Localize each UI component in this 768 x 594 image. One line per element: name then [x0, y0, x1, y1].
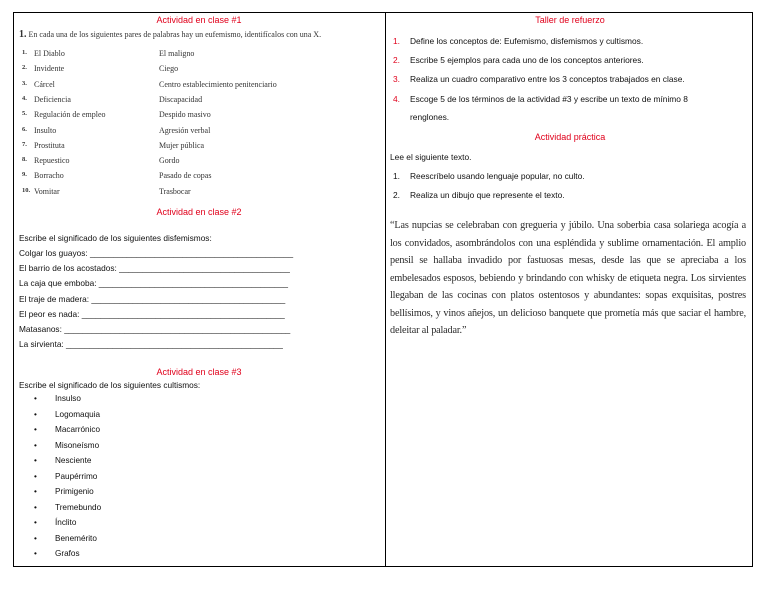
taller-item-number: 2.: [393, 55, 400, 66]
pair-term-a: Vomitar: [34, 186, 60, 196]
pair-term-b: Mujer pública: [159, 140, 205, 150]
pair-number: 10.: [22, 186, 31, 194]
pair-term-a: Regulación de empleo: [34, 110, 106, 120]
instruction-text: En cada una de los siguientes pares de palabras hay un eufemismo, identifícalos con una X.: [28, 30, 322, 39]
disfemismo-line: El barrio de los acostados: _____________________________________: [19, 263, 290, 274]
pair-term-a: Cárcel: [34, 79, 55, 89]
practica-item-text: Realiza un dibujo que represente el texto.: [410, 190, 565, 200]
practica-item-text: Reescríbelo usando lenguaje popular, no culto.: [410, 171, 585, 181]
cultismo-label: Tremebundo: [55, 502, 102, 512]
activity-1-instruction: [19, 29, 321, 40]
bullet-icon: •: [34, 425, 37, 434]
disfemismo-line: Colgar los guayos: ____________________________________________: [19, 248, 294, 258]
bullet-icon: •: [34, 518, 37, 527]
cultismo-label: Logomaquia: [55, 409, 101, 419]
pair-number: 9.: [22, 171, 27, 179]
bullet-icon: •: [34, 533, 37, 543]
taller-item-text: Realiza un cuadro comparativo entre los 3 conceptos trabajados en clase.: [410, 74, 685, 85]
pair-term-b: Gordo: [159, 156, 180, 166]
bullet-icon: •: [34, 471, 37, 481]
taller-item-text: Escoge 5 de los términos de la actividad #3 y escribe un texto de mínimo 8: [410, 93, 688, 104]
disfemismo-line: El peor es nada: ____________________________________________: [19, 308, 285, 319]
bullet-icon: •: [34, 394, 37, 403]
taller-item-text: Define los conceptos de: Eufemismo, disfemismos y cultismos.: [410, 36, 644, 46]
pair-term-a: El Diablo: [34, 49, 65, 58]
activity-2-title: Actividad en clase #2: [156, 207, 242, 217]
cultismo-label: Ínclito: [55, 518, 77, 527]
cultismo-label: Grafos: [55, 549, 80, 558]
pair-term-b: El maligno: [159, 49, 195, 58]
cultismo-label: Macarrónico: [55, 425, 101, 434]
pair-term-b: Despido masivo: [159, 110, 211, 120]
cultismo-label: Nesciente: [55, 456, 92, 465]
activity-1-title: Actividad en clase #1: [156, 15, 242, 25]
pair-term-a: Deficiencia: [34, 94, 71, 104]
cultismo-label: Misoneísmo: [55, 440, 100, 450]
cultismo-label: Insulso: [55, 394, 81, 403]
pair-term-b: Centro establecimiento penitenciario: [159, 79, 277, 89]
practica-title: Actividad práctica: [534, 132, 606, 142]
disfemismo-line: La caja que emboba: _________________________________________: [19, 278, 288, 289]
activity-3-title: Actividad en clase #3: [156, 367, 242, 377]
taller-title: Taller de refuerzo: [535, 15, 605, 25]
worksheet-table: [13, 12, 753, 567]
right-column: Taller de refuerzo 1. Define los conceptos de: Eufemismo, disfemismos y cultismos. 2. Escribe 5 ejemplos para cada uno de los conceptos anteriores. 3. Realiza un cuadro comparativo entre los 3 conceptos trabajados en clase. 4. Escoge 5 de los términos de la actividad #3 y escribe un texto de mínimo 8 renglones. Actividad práctica Lee el siguiente texto. 1. Reescríbelo usando lenguaje popular, no culto. 2. Realiza un dibujo que represente el texto. “Las nupcias se celebraban con gregueria y júbilo. Una soberbia casa solariega acogía a los convidados, asombrándolos con una espléndida y sublime ornamentación. El amplio pensil se hallaba invadido por fastuosas mesas, desde las que se apreciaba a los embelesados esposos, bebiendo y brindando con whisky de etiqueta negra. Los sirvientes llegaban de las cocinas con platos ostentosos y abundantes: sopas exquisitas, postres bellísimos, y vinos añejos, un delicioso banquete que prometía más que saciar el hambre, deleitar al paladar.”: [390, 13, 750, 566]
pair-term-a: Borracho: [34, 171, 64, 181]
pair-term-a: Repuestico: [34, 156, 70, 166]
practica-item-number: 1.: [393, 171, 400, 181]
pair-number: 5.: [22, 110, 27, 118]
pair-term-b: Trasbocar: [159, 186, 191, 196]
disfemismo-line: El traje de madera: __________________________________________: [19, 293, 286, 304]
bullet-icon: •: [34, 502, 37, 512]
taller-item-number: 1.: [393, 36, 400, 46]
bullet-icon: •: [34, 409, 37, 419]
pair-number: 7.: [22, 140, 27, 148]
reading-passage: “Las nupcias se celebraban con gregueria y júbilo. Una soberbia casa solariega acogía a los convidados, asombrándolos con una espléndida y sublime ornamentación. El amplio pensil se hallaba invadido por fastuosas mesas, desde las que se apreciaba a los embelesados esposos, bebiendo y brindando con whisky de etiqueta negra. Los sirvientes llegaban de las cocinas con platos ostentosos y abundantes: sopas exquisitas, postres bellísimos, y vinos añejos, un delicioso banquete que prometía más que saciar el hambre, deleitar al paladar.”: [390, 220, 746, 336]
activity-2-instruction: Escribe el significado de los siguientes disfemismos:: [19, 233, 212, 243]
bullet-icon: •: [34, 440, 37, 450]
practica-item-number: 2.: [393, 190, 400, 200]
left-column: [18, 13, 380, 566]
pair-number: 8.: [22, 156, 27, 164]
pair-term-a: Invidente: [34, 64, 65, 74]
pair-number: 6.: [22, 125, 27, 133]
bullet-icon: •: [34, 487, 37, 496]
pair-term-a: Prostituta: [34, 140, 65, 150]
taller-item-number: 4.: [393, 93, 400, 104]
cultismo-label: Benemérito: [55, 533, 97, 543]
activity-3-instruction: Escribe el significado de los siguientes cultismos:: [19, 380, 201, 390]
pair-number: 2.: [22, 64, 27, 72]
column-divider: [385, 13, 386, 566]
bullet-icon: •: [34, 549, 37, 558]
pair-number: 1.: [22, 49, 27, 56]
pair-term-b: Discapacidad: [159, 94, 203, 104]
bullet-icon: •: [34, 456, 37, 465]
pair-term-b: Pasado de copas: [159, 171, 212, 181]
disfemismo-line: La sirvienta: _______________________________________________: [19, 339, 283, 350]
pair-term-a: Insulto: [34, 125, 57, 135]
pair-number: 3.: [22, 79, 27, 87]
pair-term-b: Agresión verbal: [159, 125, 211, 135]
taller-item-number: 3.: [393, 74, 400, 85]
pair-number: 4.: [22, 94, 27, 102]
taller-item-text: Escribe 5 ejemplos para cada uno de los conceptos anteriores.: [410, 55, 644, 66]
cultismo-label: Paupérrimo: [55, 471, 98, 481]
cultismo-label: Primigenio: [55, 487, 94, 496]
instruction-number: 1.: [19, 29, 27, 40]
pair-term-b: Ciego: [159, 64, 179, 74]
disfemismo-line: Matasanos: _________________________________________________: [19, 324, 291, 334]
